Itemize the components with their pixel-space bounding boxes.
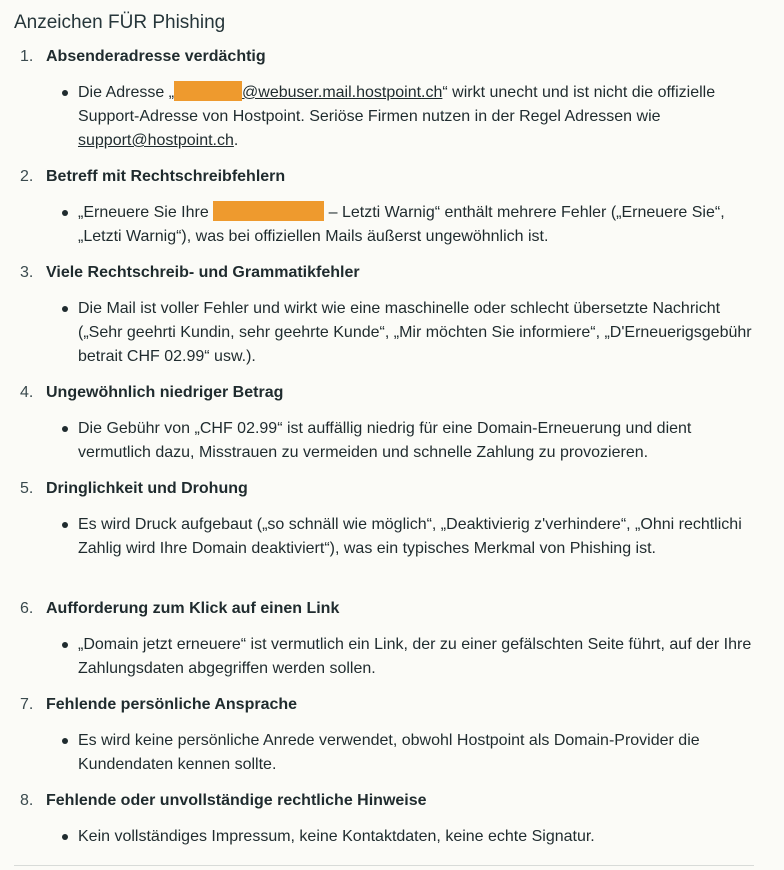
- item-heading: Absenderadresse verdächtig: [46, 48, 266, 65]
- item-detail: Es wird Druck aufgebaut („so schnäll wie möglich“, „Deaktivierig z'verhindere“, „Ohni rechtlichi Zahlig wird Ihre Domain deaktiviert“), was ein typisches Merkmal von Phishing ist.: [78, 513, 760, 561]
- item-detail: „Domain jetzt erneuere“ ist vermutlich ein Link, der zu einer gefälschten Seite führt, auf der Ihre Zahlungsdaten abgegriffen werden sollen.: [78, 633, 760, 681]
- item-detail: Die Adresse „ @webuser.mail.hostpoint.ch“ wirkt unecht und ist nicht die offizielle Support-Adresse von Hostpoint. Seriöse Firmen nutzen in der Regel Adressen wie support@hostpoint.ch.: [78, 81, 760, 153]
- item-detail: Kein vollständiges Impressum, keine Kontaktdaten, keine echte Signatur.: [78, 825, 760, 849]
- item-heading: Viele Rechtschreib- und Grammatikfehler: [46, 264, 360, 281]
- item-number: 6.: [20, 600, 34, 617]
- item-detail: Die Mail ist voller Fehler und wirkt wie eine maschinelle oder schlecht übersetzte Nachricht („Sehr geehrti Kundin, sehr geehrte Kunde“, „Mir möchten Sie informiere“, „D'Erneuerigsgebühr betrait CHF 02.99“ usw.).: [78, 297, 760, 369]
- item-heading: Fehlende persönliche Ansprache: [46, 696, 298, 713]
- item-number: 4.: [20, 384, 34, 401]
- bullet-icon: [62, 522, 68, 528]
- bullet-icon: [62, 738, 68, 744]
- item-number: 8.: [20, 792, 34, 809]
- item-heading: Betreff mit Rechtschreibfehlern: [46, 168, 286, 185]
- email-domain-text: @webuser.mail.hostpoint.ch: [242, 84, 443, 101]
- bullet-icon: [62, 834, 68, 840]
- redacted-block: [213, 201, 324, 221]
- divider: [14, 865, 754, 866]
- item-number: 7.: [20, 696, 34, 713]
- item-number: 2.: [20, 168, 34, 185]
- item-number: 5.: [20, 480, 34, 497]
- bullet-icon: [62, 210, 68, 216]
- item-number: 1.: [20, 48, 34, 65]
- item-detail: Es wird keine persönliche Anrede verwendet, obwohl Hostpoint als Domain-Provider die Kundendaten kennen sollte.: [78, 729, 760, 777]
- item-detail: „Erneuere Sie Ihre – Letzti Warnig“ enthält mehrere Fehler („Erneuere Sie“, „Letzti Warnig“), was bei offiziellen Mails äußerst ungewöhnlich ist.: [78, 201, 760, 249]
- bullet-icon: [62, 90, 68, 96]
- item-heading: Dringlichkeit und Drohung: [46, 480, 248, 497]
- support-email-link[interactable]: support@hostpoint.ch: [78, 132, 234, 149]
- item-heading: Fehlende oder unvollständige rechtliche Hinweise: [46, 792, 427, 809]
- item-heading: Aufforderung zum Klick auf einen Link: [46, 600, 340, 617]
- item-detail: Die Gebühr von „CHF 02.99“ ist auffällig niedrig für eine Domain-Erneuerung und dient vermutlich dazu, Misstrauen zu vermeiden und schnelle Zahlung zu provozieren.: [78, 417, 760, 465]
- item-heading: Ungewöhnlich niedriger Betrag: [46, 384, 284, 401]
- page-title: Anzeichen FÜR Phishing: [14, 12, 226, 33]
- item-number: 3.: [20, 264, 34, 281]
- bullet-icon: [62, 426, 68, 432]
- bullet-icon: [62, 642, 68, 648]
- redacted-block: [174, 81, 242, 101]
- bullet-icon: [62, 306, 68, 312]
